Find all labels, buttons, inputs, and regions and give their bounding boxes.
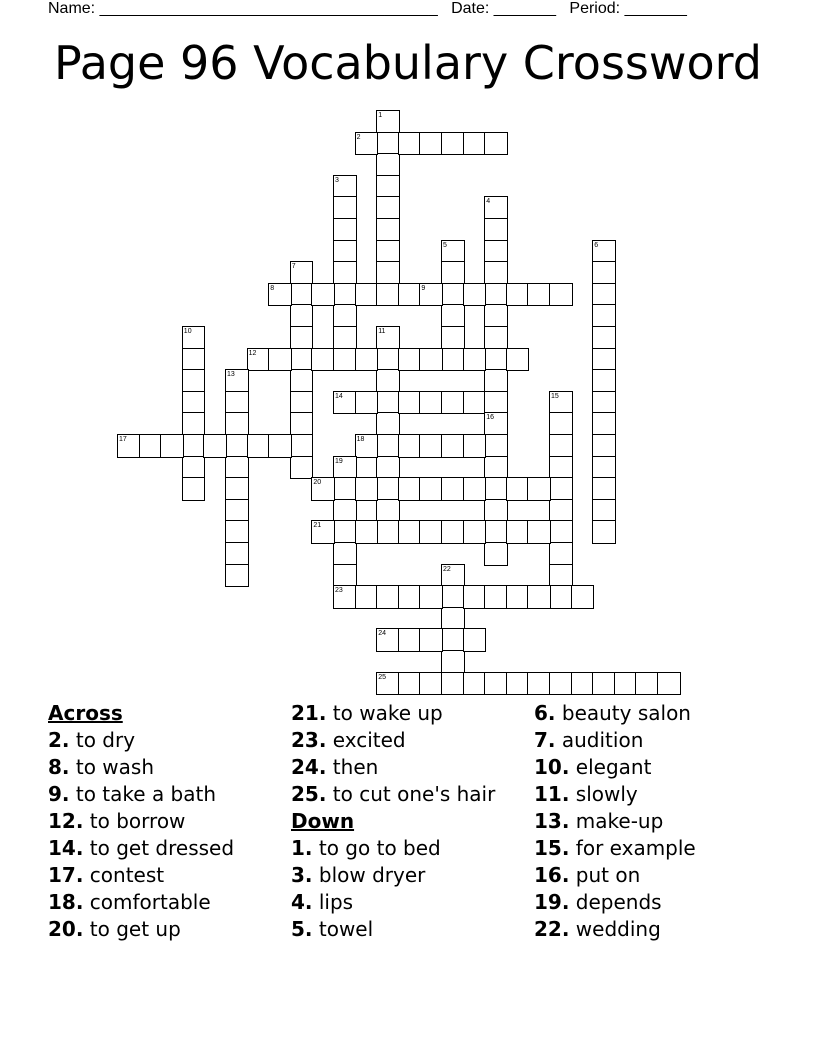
grid-cell[interactable] xyxy=(592,326,616,350)
clue-text: excited xyxy=(326,728,406,752)
grid-cell[interactable] xyxy=(355,477,379,501)
clue-text: contest xyxy=(83,863,165,887)
grid-cell[interactable] xyxy=(441,304,465,328)
grid-cell[interactable] xyxy=(376,456,400,480)
clue-number: 21. xyxy=(291,701,327,725)
grid-cell[interactable] xyxy=(247,434,271,458)
grid-cell[interactable] xyxy=(441,520,465,544)
grid-cell[interactable] xyxy=(441,348,465,372)
clue-item xyxy=(291,889,495,916)
clue-number: 1. xyxy=(291,836,313,860)
grid-cell[interactable] xyxy=(311,283,335,307)
grid-cell[interactable] xyxy=(549,477,573,501)
grid-cell[interactable] xyxy=(268,348,292,372)
grid-cell[interactable] xyxy=(182,348,206,372)
grid-cell[interactable] xyxy=(463,628,487,652)
page-title: Page 96 Vocabulary Crossword xyxy=(54,36,762,90)
cell-number: 6 xyxy=(594,241,599,249)
grid-cell[interactable] xyxy=(484,240,508,264)
grid-cell[interactable] xyxy=(355,585,379,609)
grid-cell[interactable] xyxy=(290,434,314,458)
clue-list-col2a xyxy=(291,700,495,808)
grid-cell[interactable] xyxy=(463,348,487,372)
grid-cell[interactable] xyxy=(398,585,422,609)
grid-cell[interactable] xyxy=(463,391,487,415)
grid-cell[interactable] xyxy=(419,434,443,458)
grid-cell[interactable] xyxy=(225,434,249,458)
grid-cell[interactable] xyxy=(549,434,573,458)
grid-cell[interactable] xyxy=(225,564,249,588)
grid-cell[interactable] xyxy=(592,672,616,696)
grid-cell[interactable] xyxy=(311,348,335,372)
clue-item xyxy=(534,835,696,862)
grid-cell[interactable] xyxy=(549,499,573,523)
grid-cell[interactable] xyxy=(484,520,508,544)
clue-text: to wash xyxy=(69,755,155,779)
grid-cell[interactable] xyxy=(182,456,206,480)
cell-number: 22 xyxy=(443,565,451,573)
grid-cell[interactable] xyxy=(549,564,573,588)
grid-cell[interactable] xyxy=(463,585,487,609)
grid-cell[interactable] xyxy=(160,434,184,458)
grid-cell[interactable] xyxy=(571,672,595,696)
clue-text: to wake up xyxy=(326,701,443,725)
cell-number: 18 xyxy=(356,436,365,443)
grid-cell[interactable] xyxy=(592,434,616,458)
grid-cell[interactable] xyxy=(376,499,400,523)
clue-text: to borrow xyxy=(83,809,186,833)
cell-number: 5 xyxy=(443,241,447,249)
grid-cell[interactable] xyxy=(419,585,443,609)
grid-cell[interactable] xyxy=(333,283,357,307)
grid-cell[interactable] xyxy=(333,240,357,264)
grid-cell[interactable] xyxy=(225,520,249,544)
clue-number: 9. xyxy=(48,782,70,806)
grid-cell[interactable] xyxy=(376,283,400,307)
cell-number: 14 xyxy=(335,392,343,400)
grid-cell[interactable] xyxy=(333,261,357,285)
cell-number: 16 xyxy=(486,414,494,422)
cell-number: 13 xyxy=(227,371,235,379)
clue-number: 20. xyxy=(48,917,84,941)
grid-cell[interactable] xyxy=(290,283,314,307)
clue-text: to go to bed xyxy=(312,836,441,860)
grid-cell[interactable] xyxy=(592,283,616,307)
cell-number: 4 xyxy=(486,198,491,206)
clue-number: 2. xyxy=(48,728,70,752)
grid-cell[interactable] xyxy=(355,520,379,544)
grid-cell[interactable] xyxy=(290,456,314,480)
grid-cell[interactable] xyxy=(506,672,530,696)
grid-cell[interactable] xyxy=(549,542,573,566)
clue-item xyxy=(534,862,696,889)
clue-text: to cut one's hair xyxy=(326,782,496,806)
grid-cell[interactable] xyxy=(527,585,551,609)
grid-cell[interactable] xyxy=(549,283,573,307)
cell-number: 1 xyxy=(378,112,383,119)
grid-cell[interactable] xyxy=(225,391,249,415)
clue-item xyxy=(534,889,696,916)
grid-cell[interactable] xyxy=(484,261,508,285)
cell-number: 2 xyxy=(356,133,361,141)
clue-number: 13. xyxy=(534,809,570,833)
clue-item xyxy=(48,727,234,754)
clue-item xyxy=(534,754,696,781)
grid-cell[interactable] xyxy=(441,672,465,696)
clue-text: comfortable xyxy=(83,890,211,914)
grid-cell[interactable] xyxy=(657,672,681,696)
grid-cell[interactable] xyxy=(376,434,400,458)
grid-cell[interactable] xyxy=(441,585,465,609)
grid-cell[interactable] xyxy=(506,348,530,372)
grid-cell[interactable] xyxy=(484,132,508,156)
clue-text: for example xyxy=(569,836,696,860)
clue-item xyxy=(291,862,495,889)
grid-cell[interactable] xyxy=(290,391,314,415)
clue-number: 16. xyxy=(534,863,570,887)
clue-item xyxy=(291,700,495,727)
clue-item xyxy=(291,916,495,943)
grid-cell[interactable] xyxy=(139,434,163,458)
grid-cell[interactable] xyxy=(225,499,249,523)
clue-number: 5. xyxy=(291,917,313,941)
grid-cell[interactable] xyxy=(506,283,530,307)
grid-cell[interactable] xyxy=(376,412,400,436)
cell-number: 24 xyxy=(378,630,386,638)
grid-cell[interactable] xyxy=(203,434,227,458)
grid-cell[interactable] xyxy=(182,434,206,458)
grid-cell[interactable] xyxy=(592,348,616,372)
grid-cell[interactable] xyxy=(592,520,616,544)
grid-cell[interactable] xyxy=(376,477,400,501)
grid-cell[interactable] xyxy=(333,196,357,220)
clue-text: make-up xyxy=(569,809,664,833)
grid-cell[interactable] xyxy=(376,585,400,609)
grid-cell[interactable] xyxy=(182,369,206,393)
clue-column-3 xyxy=(534,700,696,943)
cell-number: 12 xyxy=(248,349,257,357)
cell-number: 8 xyxy=(270,284,275,292)
cell-number: 21 xyxy=(313,522,322,530)
grid-cell[interactable] xyxy=(549,585,573,609)
clue-item xyxy=(291,835,495,862)
grid-cell[interactable] xyxy=(376,391,400,415)
grid-cell[interactable] xyxy=(484,434,508,458)
grid-cell[interactable] xyxy=(182,412,206,436)
grid-cell[interactable] xyxy=(592,304,616,328)
grid-cell[interactable] xyxy=(463,434,487,458)
clue-item xyxy=(48,862,234,889)
clue-item xyxy=(48,781,234,808)
date-label: Date: xyxy=(451,0,490,17)
grid-cell[interactable] xyxy=(441,650,465,674)
grid-cell[interactable] xyxy=(592,369,616,393)
clue-text: blow dryer xyxy=(312,863,426,887)
grid-cell[interactable] xyxy=(419,477,443,501)
clue-item xyxy=(48,754,234,781)
clue-item xyxy=(48,808,234,835)
grid-cell[interactable] xyxy=(441,607,465,631)
grid-cell[interactable] xyxy=(441,261,465,285)
clue-item xyxy=(534,700,696,727)
grid-cell[interactable] xyxy=(592,261,616,285)
grid-cell[interactable] xyxy=(376,132,400,156)
grid-cell[interactable] xyxy=(376,520,400,544)
grid-cell[interactable] xyxy=(225,456,249,480)
grid-cell[interactable] xyxy=(333,348,357,372)
grid-cell[interactable] xyxy=(290,412,314,436)
grid-cell[interactable] xyxy=(376,348,400,372)
grid-cell[interactable] xyxy=(419,132,443,156)
grid-cell[interactable] xyxy=(398,477,422,501)
clue-text: to dry xyxy=(69,728,136,752)
grid-cell[interactable] xyxy=(527,520,551,544)
grid-cell[interactable] xyxy=(333,499,357,523)
grid-cell[interactable] xyxy=(376,175,400,199)
cell-number: 9 xyxy=(421,284,426,292)
grid-cell[interactable] xyxy=(376,261,400,285)
grid-cell[interactable] xyxy=(463,520,487,544)
cell-number: 23 xyxy=(335,587,343,595)
grid-cell[interactable] xyxy=(290,369,314,393)
clue-number: 23. xyxy=(291,728,327,752)
grid-cell[interactable] xyxy=(484,456,508,480)
clue-column-1 xyxy=(48,700,234,943)
clue-number: 15. xyxy=(534,836,570,860)
grid-cell[interactable] xyxy=(592,391,616,415)
grid-cell[interactable] xyxy=(376,196,400,220)
grid-cell[interactable] xyxy=(484,542,508,566)
grid-cell[interactable] xyxy=(635,672,659,696)
clue-number: 14. xyxy=(48,836,84,860)
grid-cell[interactable] xyxy=(419,672,443,696)
grid-cell[interactable] xyxy=(376,240,400,264)
grid-cell[interactable] xyxy=(527,672,551,696)
grid-cell[interactable] xyxy=(419,628,443,652)
clue-item xyxy=(534,916,696,943)
grid-cell[interactable] xyxy=(484,348,508,372)
grid-cell[interactable] xyxy=(398,283,422,307)
grid-cell[interactable] xyxy=(225,542,249,566)
clue-text: put on xyxy=(569,863,641,887)
grid-cell[interactable] xyxy=(592,499,616,523)
clue-item xyxy=(534,781,696,808)
clue-item xyxy=(48,835,234,862)
grid-cell[interactable] xyxy=(527,477,551,501)
clue-number: 7. xyxy=(534,728,556,752)
clue-text: to take a bath xyxy=(69,782,217,806)
grid-cell[interactable] xyxy=(441,477,465,501)
grid-cell[interactable] xyxy=(484,672,508,696)
grid-cell[interactable] xyxy=(484,391,508,415)
cell-number: 10 xyxy=(183,328,192,335)
clue-list-col2b xyxy=(291,835,495,943)
grid-cell[interactable] xyxy=(398,520,422,544)
grid-cell[interactable] xyxy=(441,132,465,156)
grid-cell[interactable] xyxy=(268,434,292,458)
clue-text: to get up xyxy=(83,917,181,941)
clue-number: 19. xyxy=(534,890,570,914)
grid-cell[interactable] xyxy=(592,412,616,436)
grid-cell[interactable] xyxy=(333,564,357,588)
clue-text: wedding xyxy=(569,917,661,941)
clue-text: beauty salon xyxy=(555,701,691,725)
period-label: Period: xyxy=(569,0,621,17)
cell-number: 7 xyxy=(291,263,296,271)
grid-cell[interactable] xyxy=(419,391,443,415)
clue-text: elegant xyxy=(569,755,652,779)
cell-number: 25 xyxy=(378,673,386,681)
grid-cell[interactable] xyxy=(463,672,487,696)
grid-cell[interactable] xyxy=(355,283,379,307)
grid-cell[interactable] xyxy=(484,585,508,609)
grid-cell[interactable] xyxy=(398,348,422,372)
grid-cell[interactable] xyxy=(398,628,422,652)
clue-text: lips xyxy=(312,890,354,914)
clue-text: slowly xyxy=(569,782,638,806)
clue-text: depends xyxy=(569,890,662,914)
grid-cell[interactable] xyxy=(549,672,573,696)
clue-number: 18. xyxy=(48,890,84,914)
grid-cell[interactable] xyxy=(484,369,508,393)
clue-item xyxy=(534,808,696,835)
cell-number: 15 xyxy=(551,392,559,400)
grid-cell[interactable] xyxy=(484,218,508,242)
clue-item xyxy=(534,727,696,754)
clue-number: 25. xyxy=(291,782,327,806)
grid-cell[interactable] xyxy=(225,412,249,436)
grid-cell[interactable] xyxy=(592,456,616,480)
grid-cell[interactable] xyxy=(441,326,465,350)
clue-column-2 xyxy=(291,700,495,943)
grid-cell[interactable] xyxy=(355,348,379,372)
grid-cell[interactable] xyxy=(484,304,508,328)
grid-cell[interactable] xyxy=(527,283,551,307)
down-heading: Down xyxy=(291,809,355,833)
clue-number: 12. xyxy=(48,809,84,833)
grid-cell[interactable] xyxy=(571,585,595,609)
period-line[interactable]: _______ xyxy=(624,0,687,17)
grid-cell[interactable] xyxy=(398,434,422,458)
grid-cell[interactable] xyxy=(614,672,638,696)
grid-cell[interactable] xyxy=(549,412,573,436)
clue-item xyxy=(48,916,234,943)
grid-cell[interactable] xyxy=(484,499,508,523)
clue-list-col1 xyxy=(48,727,234,943)
grid-cell[interactable] xyxy=(376,218,400,242)
grid-cell[interactable] xyxy=(333,218,357,242)
grid-cell[interactable] xyxy=(484,326,508,350)
grid-cell[interactable] xyxy=(333,304,357,328)
grid-cell[interactable] xyxy=(549,520,573,544)
cell-number: 19 xyxy=(335,457,343,465)
across-heading: Across xyxy=(48,701,123,725)
grid-cell[interactable] xyxy=(290,348,314,372)
grid-cell[interactable] xyxy=(484,477,508,501)
grid-cell[interactable] xyxy=(506,520,530,544)
clue-number: 22. xyxy=(534,917,570,941)
grid-cell[interactable] xyxy=(592,477,616,501)
clue-text: to get dressed xyxy=(83,836,235,860)
name-line[interactable]: ______________________________________ xyxy=(99,0,438,17)
grid-cell[interactable] xyxy=(463,132,487,156)
cell-number: 17 xyxy=(119,436,127,443)
grid-cell[interactable] xyxy=(484,283,508,307)
name-label: Name: xyxy=(48,0,96,17)
clue-number: 3. xyxy=(291,863,313,887)
clue-number: 6. xyxy=(534,701,556,725)
grid-cell[interactable] xyxy=(398,391,422,415)
cell-number: 11 xyxy=(378,328,386,335)
grid-cell[interactable] xyxy=(182,391,206,415)
grid-cell[interactable] xyxy=(419,348,443,372)
grid-cell[interactable] xyxy=(355,391,379,415)
grid-cell[interactable] xyxy=(398,132,422,156)
grid-cell[interactable] xyxy=(549,456,573,480)
cell-number: 3 xyxy=(335,176,339,184)
grid-cell[interactable] xyxy=(290,304,314,328)
grid-cell[interactable] xyxy=(182,477,206,501)
grid-cell[interactable] xyxy=(398,672,422,696)
grid-cell[interactable] xyxy=(333,520,357,544)
grid-cell[interactable] xyxy=(441,434,465,458)
grid-cell[interactable] xyxy=(225,477,249,501)
grid-cell[interactable] xyxy=(441,391,465,415)
clue-number: 17. xyxy=(48,863,84,887)
grid-cell[interactable] xyxy=(463,283,487,307)
clue-item xyxy=(291,754,495,781)
grid-cell[interactable] xyxy=(506,477,530,501)
grid-cell[interactable] xyxy=(290,326,314,350)
grid-cell[interactable] xyxy=(376,153,400,177)
clue-item xyxy=(48,889,234,916)
clue-text: towel xyxy=(312,917,374,941)
clue-list-col3 xyxy=(534,700,696,943)
grid-cell[interactable] xyxy=(333,477,357,501)
grid-cell[interactable] xyxy=(506,585,530,609)
grid-cell[interactable] xyxy=(441,628,465,652)
clue-item xyxy=(291,781,495,808)
date-line[interactable]: _______ xyxy=(493,0,557,17)
cell-number: 20 xyxy=(313,479,322,487)
clue-number: 24. xyxy=(291,755,327,779)
grid-cell[interactable] xyxy=(333,542,357,566)
grid-cell[interactable] xyxy=(463,477,487,501)
clue-number: 10. xyxy=(534,755,570,779)
clue-text: then xyxy=(326,755,379,779)
grid-cell[interactable] xyxy=(419,520,443,544)
grid-cell[interactable] xyxy=(333,326,357,350)
grid-cell[interactable] xyxy=(376,369,400,393)
clue-number: 4. xyxy=(291,890,313,914)
grid-cell[interactable] xyxy=(441,283,465,307)
clue-item xyxy=(291,727,495,754)
clue-number: 11. xyxy=(534,782,570,806)
clue-text: audition xyxy=(555,728,644,752)
clue-number: 8. xyxy=(48,755,70,779)
